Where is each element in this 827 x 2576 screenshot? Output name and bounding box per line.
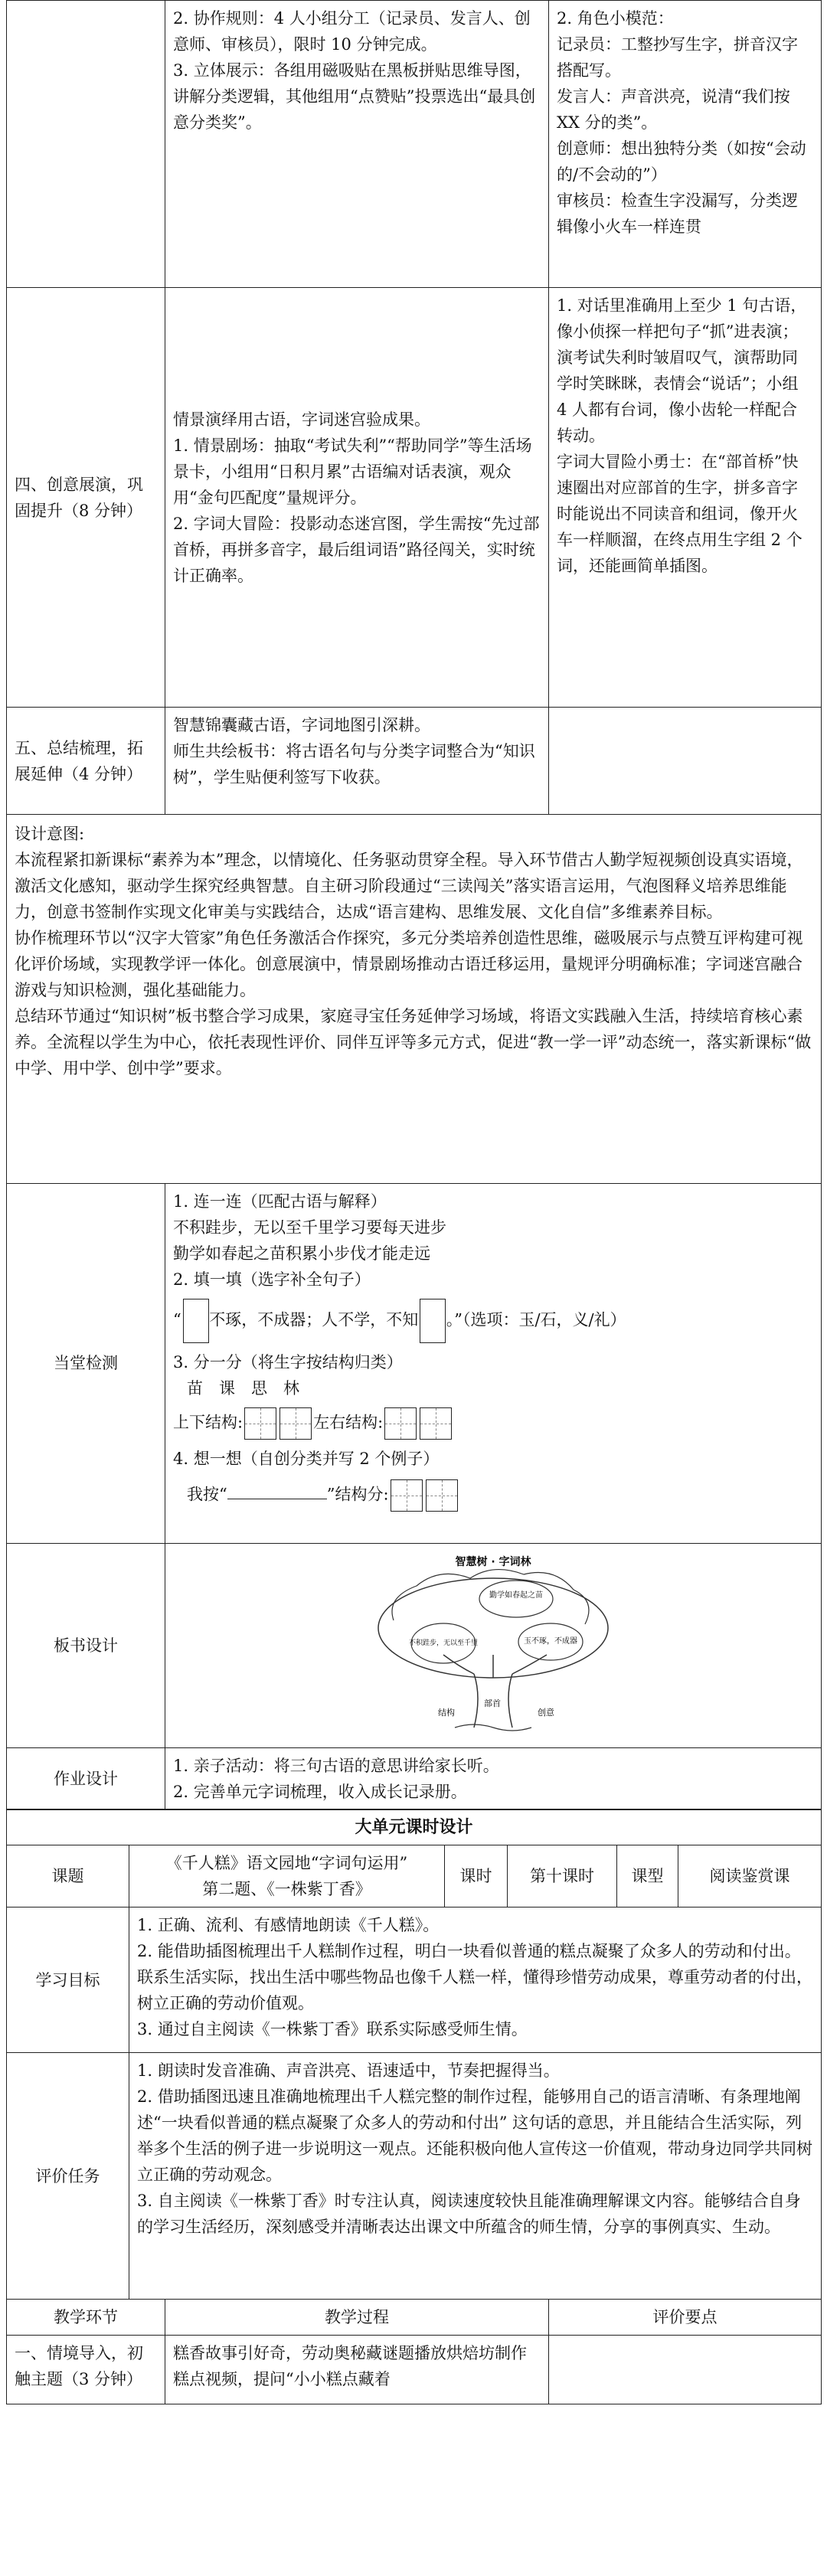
bubble-text: 玉不琢，不成器	[524, 1636, 577, 1646]
table-row	[7, 2299, 822, 2335]
q4-blank[interactable]	[227, 1482, 327, 1499]
q4-title: 4. 想一想（自创分类并写 2 个例子）	[173, 1449, 440, 1468]
eval-text: 字词大冒险小勇士：在“部首桥”快速圈出对应部首的生字，拼多音字时能说出不同读音和组词，像开火车一样顺溜，在终点用生字组 2 个词，还能画简单插图。	[557, 453, 802, 575]
unit-process-table	[6, 2299, 822, 2404]
eval-text: 发言人：声音洪亮，说清“我们按 XX 分的类”。	[557, 87, 790, 132]
writing-box[interactable]	[391, 1479, 423, 1512]
topic-line: 《千人糕》语文园地“字词句运用”	[165, 1854, 408, 1872]
tree-title: 智慧树 · 字词林	[455, 1555, 531, 1568]
goals-label: 学习目标	[7, 1907, 129, 2053]
eval-text: 记录员：工整抄写生字，拼音汉字搭配写。	[557, 35, 798, 80]
topic-value	[129, 1845, 445, 1907]
unit-title: 大单元课时设计	[7, 1809, 822, 1845]
q2-title: 2. 填一填（选字补全句子）	[173, 1270, 371, 1289]
period-value: 第十课时	[508, 1845, 617, 1907]
process-cell	[165, 1, 549, 288]
eval-text: 审核员：检查生字没漏写，分类逻辑像小火车一样连贯	[557, 191, 798, 236]
table-row	[7, 1543, 822, 1747]
q2-end: 。”（选项：玉/石，义/礼）	[446, 1310, 626, 1329]
design-intent-paragraph: 总结环节通过“知识树”板书整合学习成果，家庭寻宝任务延伸学习场域，将语文实践融入生活，持续培育核心素养。全流程以学生为中心，依托表现性评价、同伴互评等多元方式，促进“教一学一评”动态统一，落实新课标“做中学、用中学、创中学”要求。	[15, 1007, 812, 1077]
tasks-content	[129, 2053, 822, 2300]
root-label: 结构	[438, 1707, 455, 1718]
board-label: 板书设计	[7, 1543, 165, 1747]
header-eval: 评价要点	[549, 2299, 822, 2335]
writing-box[interactable]	[420, 1407, 452, 1440]
board-design	[165, 1543, 822, 1747]
task-item: 1. 朗读时发音准确、声音洪亮、语速适中，节奏把握得当。	[137, 2061, 560, 2080]
header-process: 教学过程	[165, 2299, 549, 2335]
lesson-plan-page	[6, 0, 821, 2404]
q2-quote: “	[173, 1310, 181, 1329]
task-item: 2. 借助插图迅速且准确地梳理出千人糕完整的制作过程，能够用自己的语言清晰、有条理地阐述“一块看似普通的糕点凝聚了众多人的劳动和付出” 这句话的意思，并且能结合生活实际，列举多个生活的例子进一步说明这一观点。还能积极向他人宣传这一价值观，带动身边同学共同树立正确的劳动观念。	[137, 2087, 812, 2184]
check-label: 当堂检测	[7, 1183, 165, 1543]
writing-box[interactable]	[384, 1407, 417, 1440]
task-item: 3. 自主阅读《一株紫丁香》时专注认真，阅读速度较快且能准确理解课文内容。能够结合自身的学习生活经历，深刻感受并清晰表达出课文中所蕴含的师生情，分享的事例真实、生动。	[137, 2192, 801, 2236]
homework-label: 作业设计	[7, 1747, 165, 1809]
q3-chars: 苗 课 思 林	[187, 1378, 299, 1398]
root-label: 部首	[484, 1698, 501, 1708]
process-text: 师生共绘板书：将古语名句与分类字词整合为“知识树”，学生贴便利签写下收获。	[173, 742, 535, 786]
q3-top-bottom-label: 上下结构:	[173, 1413, 244, 1431]
writing-box[interactable]	[279, 1407, 312, 1440]
fill-box[interactable]	[183, 1299, 208, 1343]
period-label: 课时	[445, 1845, 508, 1907]
q3-answer	[173, 1407, 813, 1440]
bubble-text: 不积跬步，无以至千里	[408, 1639, 479, 1647]
root-label: 创意	[538, 1707, 554, 1718]
eval-cell	[549, 1, 822, 288]
q1-line: 勤学如春起之苗积累小步伐才能走远	[173, 1244, 430, 1263]
goal-item: 2. 能借助插图梳理出千人糕制作过程，明白一块看似普通的糕点凝聚了众多人的劳动和付出。联系生活实际，找出生活中哪些物品也像千人糕一样，懂得珍惜劳动成果，尊重劳动者的付出，树立正确的劳动价值观。	[137, 1942, 812, 2012]
q2-mid: 不琢，不成器；人不学，不知	[209, 1310, 419, 1329]
process-cell	[165, 708, 549, 815]
design-intent-title: 设计意图:	[15, 825, 85, 843]
table-row	[7, 1809, 822, 1845]
header-stage: 教学环节	[7, 2299, 165, 2335]
table-row	[7, 2053, 822, 2300]
process-table	[6, 0, 822, 1184]
eval-text: 2. 角色小模范：	[557, 9, 674, 28]
q3-left-right-label: 左右结构:	[313, 1413, 384, 1431]
stage-cell: 五、总结梳理，拓展延伸（4 分钟）	[7, 708, 165, 815]
stage-cell: 一、情境导入，初触主题（3 分钟）	[7, 2335, 165, 2404]
goals-content	[129, 1907, 822, 2053]
goal-item: 3. 通过自主阅读《一株紫丁香》联系实际感受师生情。	[137, 2020, 528, 2038]
writing-box[interactable]	[426, 1479, 458, 1512]
fill-box[interactable]	[420, 1299, 445, 1343]
table-row	[7, 288, 822, 708]
q4-suffix: ”结构分:	[326, 1485, 389, 1503]
tasks-label: 评价任务	[7, 2053, 129, 2300]
homework-content	[165, 1747, 822, 1809]
table-row	[7, 1845, 822, 1907]
process-text: 2. 协作规则：4 人小组分工（记录员、发言人、创意师、审核员），限时 10 分钟完成。	[173, 9, 531, 54]
process-cell	[165, 288, 549, 708]
type-value: 阅读鉴赏课	[678, 1845, 822, 1907]
process-text: 3. 立体展示：各组用磁吸贴在黑板拼贴思维导图，讲解分类逻辑，其他组用“点赞贴”投票选出“最具创意分类奖”。	[173, 61, 536, 132]
q2-sentence	[173, 1299, 813, 1343]
table-row	[7, 1, 822, 288]
q4-prefix: 我按“	[187, 1485, 227, 1503]
design-intent-paragraph: 本流程紧扣新课标“素养为本”理念，以情境化、任务驱动贯穿全程。导入环节借古人勤学短视频创设真实语境，激活文化感知，驱动学生探究经典智慧。自主研习阶段通过“三读闯关”落实语言运用，气泡图释义培养思维能力，创意书签制作实现文化审美与实践结合，达成“语言建构、思维发展、文化自信”多维素养目标。	[15, 851, 803, 921]
eval-text: 1. 对话里准确用上至少 1 句古语，像小侦探一样把句子“抓”进表演；演考试失利时皱眉叹气，演帮助同学时笑眯眯，表情会“说话”；小组 4 人都有台词，像小齿轮一样配合转动。	[557, 296, 807, 445]
type-label: 课型	[617, 1845, 678, 1907]
process-text: 2. 字词大冒险：投影动态迷宫图，学生需按“先过部首桥，再拼多音字，最后组词语”路径闯关，实时统计正确率。	[173, 514, 540, 585]
homework-item: 2. 完善单元字词梳理，收入成长记录册。	[173, 1782, 467, 1801]
table-row	[7, 2335, 822, 2404]
eval-text: 创意师：想出独特分类（如按“会动的/不会动的”）	[557, 139, 806, 184]
unit-table	[6, 1809, 822, 2300]
topic-line: 第二题、《一株紫丁香》	[202, 1880, 371, 1898]
eval-cell	[549, 708, 822, 815]
design-intent-paragraph: 协作梳理环节以“汉字大管家”角色任务激活合作探究，多元分类培养创造性思维，磁吸展示与点赞互评构建可视化评价场域，实现教学评一体化。创意展演中，情景剧场推动古语迁移运用，量规评分明确标准；字词迷宫融合游戏与知识检测，强化基础能力。	[15, 929, 803, 999]
writing-box[interactable]	[244, 1407, 276, 1440]
process-text: 情景演绎用古语，字词迷宫验成果。	[173, 410, 430, 429]
design-intent-cell	[7, 815, 822, 1184]
knowledge-tree-icon	[340, 1551, 646, 1735]
q1-line: 不积跬步，无以至千里学习要每天进步	[173, 1218, 446, 1237]
process-cell: 糕香故事引好奇，劳动奥秘藏谜题播放烘焙坊制作糕点视频，提问“小小糕点藏着	[165, 2335, 549, 2404]
q3-title: 3. 分一分（将生字按结构归类）	[173, 1352, 403, 1371]
table-row	[7, 1907, 822, 2053]
design-intent-row	[7, 815, 822, 1184]
topic-label: 课题	[7, 1845, 129, 1907]
eval-cell	[549, 288, 822, 708]
stage-cell	[7, 1, 165, 288]
process-text: 1. 情景剧场：抽取“考试失利”“帮助同学”等生活场景卡，小组用“日积月累”古语编对话表演，观众用“金句匹配度”量规评分。	[173, 436, 532, 507]
q1-title: 1. 连一连（匹配古语与解释）	[173, 1192, 387, 1211]
q4-answer	[187, 1479, 813, 1512]
process-text: 智慧锦囊藏古语，字词地图引深耕。	[173, 716, 430, 734]
check-table	[6, 1183, 822, 1810]
check-content	[165, 1183, 822, 1543]
stage-cell: 四、创意展演，巩固提升（8 分钟）	[7, 288, 165, 708]
goal-item: 1. 正确、流利、有感情地朗读《千人糕》。	[137, 1916, 440, 1934]
table-row	[7, 1183, 822, 1543]
table-row	[7, 708, 822, 815]
bubble-text: 勤学如春起之苗	[489, 1590, 543, 1600]
eval-cell	[549, 2335, 822, 2404]
table-row	[7, 1747, 822, 1809]
homework-item: 1. 亲子活动：将三句古语的意思讲给家长听。	[173, 1756, 499, 1775]
